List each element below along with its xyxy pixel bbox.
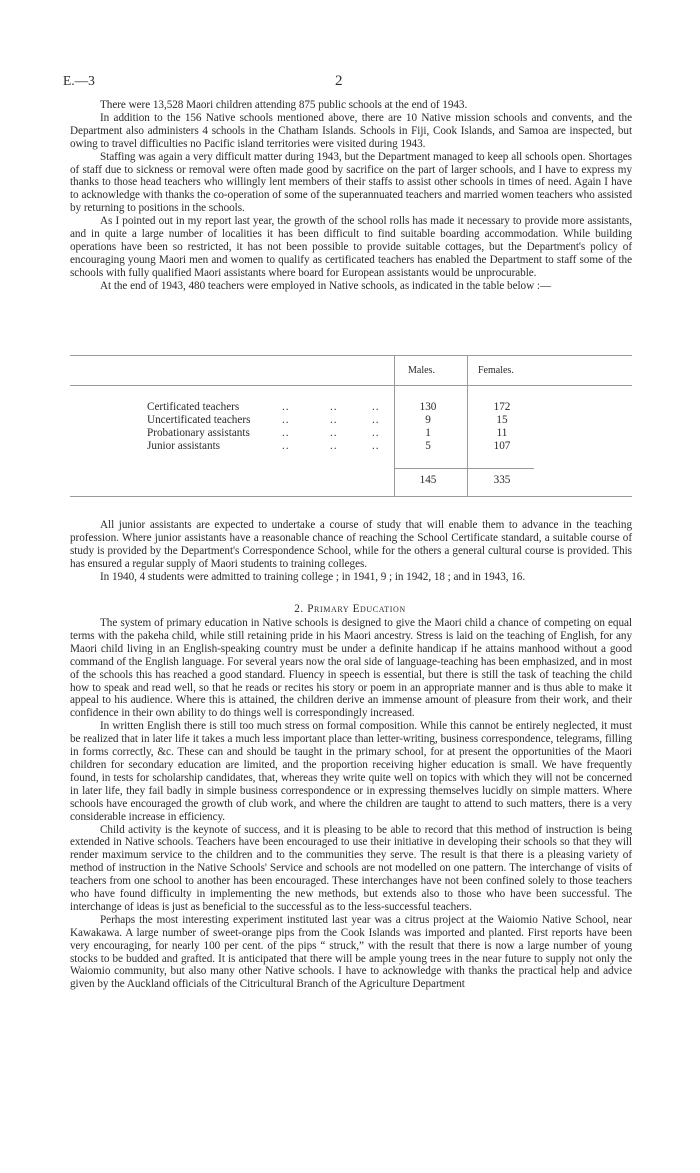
females-total: 335 [493,474,511,486]
row-label: Certificated teachers [147,401,240,413]
leader-dots: .. [282,401,290,413]
females-value: 11 [496,427,508,439]
leader-dots: .. [330,401,338,413]
section-title: Primary Education [307,603,406,615]
paragraph: In addition to the 156 Native schools mentioned above, there are 10 Native mission schools and convents, and the Department also administers 4 schools in the Chatham Islands. Schools in Fiji, Cook Islands, and Samoa are inspected, but owing to travel difficulties no Pacific island territories were visited during 1943. [70,111,632,150]
paragraph: In written English there is still too much stress on formal composition. While this cannot be entirely neglected, it must be realized that in later life it takes a much less important place than letter-writing, business correspondence, telegrams, filling in forms correctly, &c. These can and should be taught in the primary school, for at present the opportunities of the Maori children for secondary education are limited, and the proportion receiving higher education is small. We have frequently found, in tests for scholarship candidates, that, whereas they write quite well on topics with which they will not be concerned in later life, they fail badly in simple business correspondence or in expressing themselves lucidly on simple matters. Where schools have encouraged the growth of club work, and where the children are taught to attend to such matters, there is a very considerable increase in efficiency. [70,720,632,823]
females-value: 107 [493,440,511,452]
primary-education-text-block [70,617,632,991]
paragraph: In 1940, 4 students were admitted to training college ; in 1941, 9 ; in 1942, 18 ; and in 1943, 16. [100,570,526,583]
leader-dots: .. [330,427,338,439]
males-value: 9 [425,414,431,426]
training-text-block [70,519,632,584]
leader-dots: .. [372,414,380,426]
leader-dots: .. [282,440,290,452]
column-header-females: Females. [478,365,514,376]
table-totals-rule [394,468,534,469]
teachers-table [0,355,700,503]
report-code: E.—3 [63,73,95,88]
females-value: 172 [493,401,511,413]
paragraph: Child activity is the keynote of success, and it is pleasing to be able to record that this method of instruction is being extended in Native schools. Teachers have been encouraged to use their initiative in developing their schools so that they will render maximum service to the children and to the communities they serve. The result is that there is a pleasing variety of method of instruction in the Native Schools' Service and schools are not modelled on one pattern. The interchange of visits of teachers from one school to another has been encouraged. These interchanges have not been confined solely to those teachers who have found difficulty in implementing the new methods, but extends also to those who have been successful. The interchange of ideas is just as beneficial to the successful as to the less-successful teachers. [70,823,632,913]
column-header-males: Males. [408,365,435,376]
paragraph: Staffing was again a very difficult matter during 1943, but the Department managed to keep all schools open. Shortages of staff due to sickness or removal were often made good by sacrifice on the part of larger schools, and I have to express my thanks to those head teachers who willingly lent members of their staffs to assist other schools in times of need. Again I have to acknowledge with thanks the co-operation of some of the superannuated teachers and married women teachers who assisted by returning to positions in the schools. [70,150,632,215]
table-column-divider [394,355,395,496]
table-header-rule [70,385,632,386]
paragraph: The system of primary education in Native schools is designed to give the Maori child a chance of competing on equal terms with the pakeha child, while still retaining pride in his Maori ancestry. Stress is laid on the teaching of English, for any Maori child living in an English-speaking country must be under a definite handicap if he attains manhood without a good command of the English language. For several years now the oral side of language-teaching has been emphasized, and in most of the schools this has reached a good standard. Fluency in speech is essential, but there is still the task of teaching the child how to speak and read well, so that he reads or recites his story or poem in an appropriate manner and is thus able to make it appeal to his audience. Where this is attained, the children derive an immense amount of pleasure from their work, and their confidence in their own ability to do things well is correspondingly increased. [70,617,632,720]
row-label: Junior assistants [147,440,221,452]
leader-dots: .. [282,427,290,439]
leader-dots: .. [330,440,338,452]
table-column-divider [467,355,468,496]
males-value: 5 [425,440,431,452]
leader-dots: .. [330,414,338,426]
row-label: Probationary assistants [147,427,250,439]
row-label: Uncertificated teachers [147,414,251,426]
leader-dots: .. [372,440,380,452]
paragraph: As I pointed out in my report last year, the growth of the school rolls has made it necessary to provide more assistants, and in quite a large number of localities it has been difficult to find suitable boarding accommodation. While building operations have been so restricted, it has not been possible to provide suitable cottages, but the Department's policy of encouraging young Maori men and women to qualify as certificated teachers has enabled the Department to staff some of the schools with fully qualified Maori assistants where board for European assistants would be unprocurable. [70,215,632,279]
paragraph: All junior assistants are expected to undertake a course of study that will enable them to advance in the teaching profession. Where junior assistants have a reasonable chance of reaching the School Certificate standard, a suitable course of study is provided by the Department's Correspondence School, while for the others a general cultural course is provided. This has ensured a regular supply of Maori students to training colleges. [70,519,632,570]
section-heading [0,603,700,615]
paragraph: At the end of 1943, 480 teachers were employed in Native schools, as indicated in the table below :— [100,279,552,292]
males-value: 130 [419,401,437,413]
section-number: 2. [294,603,304,615]
intro-text-block [70,99,632,293]
page-number: 2 [335,73,343,89]
males-total: 145 [419,474,437,486]
leader-dots: .. [372,427,380,439]
paragraph: Perhaps the most interesting experiment instituted last year was a citrus project at the Waiomio Native School, near Kawakawa. A large number of sweet-orange pips from the Cook Islands was imported and planted. First reports have been very encouraging, for nearly 100 per cent. of the pips “ struck,” with the result that there is now a large number of young stocks to be budded and grafted. It is anticipated that there will be ample young trees in the near future to supply not only the Waiomio community, but also many other Native schools. I have to acknowledge with thanks the practical help and advice given by the Auckland officials of the Citricultural Branch of the Agriculture Department [70,913,632,991]
table-bottom-rule [70,496,632,497]
males-value: 1 [425,427,431,439]
table-top-rule [70,355,632,356]
leader-dots: .. [372,401,380,413]
leader-dots: .. [282,414,290,426]
paragraph: There were 13,528 Maori children attending 875 public schools at the end of 1943. [100,99,468,111]
females-value: 15 [496,414,508,426]
